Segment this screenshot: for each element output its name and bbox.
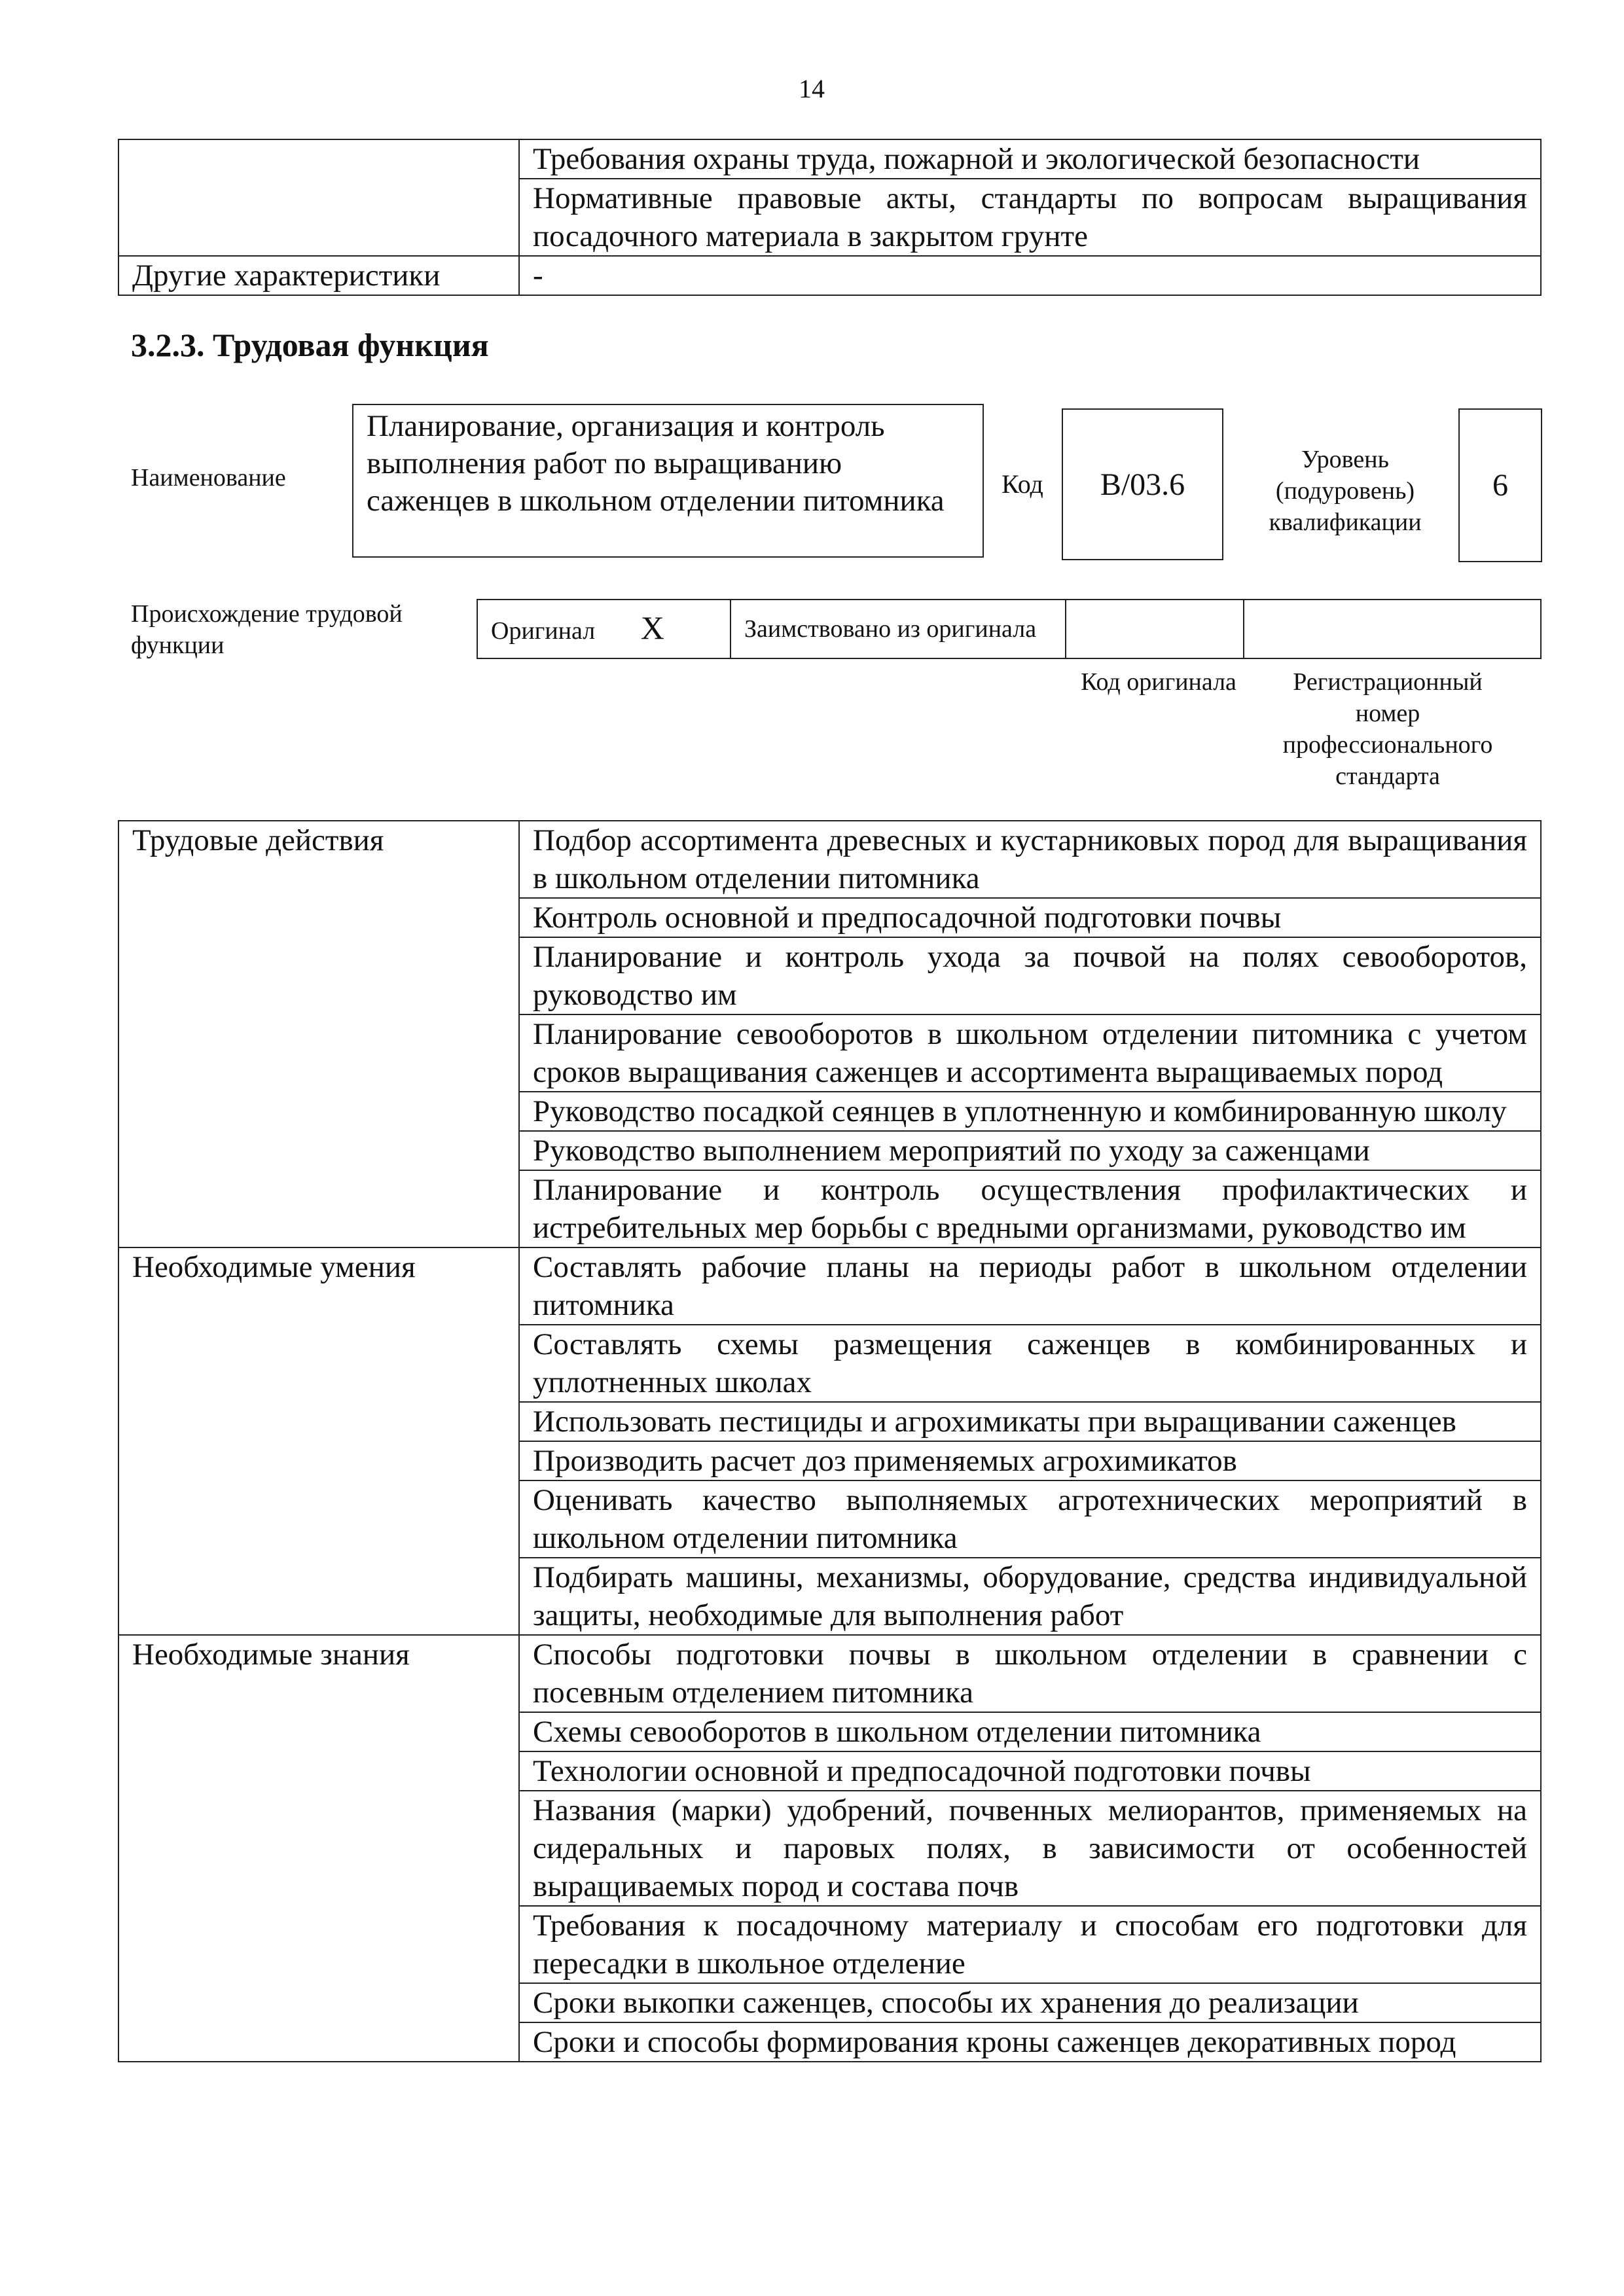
- original-label: Оригинал: [491, 617, 596, 645]
- other-characteristics-label: Другие характеристики: [118, 256, 519, 295]
- section-item: Планирование и контроль осуществления профилактических и истребительных мер борьбы с вредными организмами, руководство им: [519, 1170, 1541, 1247]
- naming-label: Наименование: [131, 464, 286, 492]
- table-row: [118, 1247, 1541, 1325]
- section-label: Необходимые знания: [118, 1635, 519, 2062]
- table-row: Нормативные правовые акты, стандарты по вопросам выращивания посадочного материала в закрытом грунте: [519, 179, 1541, 256]
- section-item: Планирование севооборотов в школьном отделении питомника с учетом сроков выращивания саженцев и ассортимента выращиваемых пород: [519, 1014, 1541, 1092]
- section-item: Сроки и способы формирования кроны саженцев декоративных пород: [519, 2022, 1541, 2062]
- page-number: 14: [799, 74, 825, 103]
- original-mark: X: [640, 609, 664, 646]
- borrowed-label: Заимствовано из оригинала: [731, 600, 1066, 658]
- original-cell: [477, 600, 731, 658]
- section-label: Необходимые умения: [118, 1247, 519, 1635]
- section-item: Использовать пестициды и агрохимикаты при выращивании саженцев: [519, 1402, 1541, 1441]
- reg-number-caption: Регистрационный номер профессионального стандарта: [1282, 668, 1493, 790]
- section-item: Составлять схемы размещения саженцев в комбинированных и уплотненных школах: [519, 1325, 1541, 1402]
- reg-number-cell: [1244, 600, 1541, 658]
- original-code-cell: [1066, 600, 1244, 658]
- section-item: Требования к посадочному материалу и способам его подготовки для пересадки в школьное отделение: [519, 1906, 1541, 1983]
- labor-function-table: [118, 820, 1542, 2062]
- other-characteristics-value: -: [519, 256, 1541, 295]
- function-name-box: Планирование, организация и контроль выполнения работ по выращиванию саженцев в школьном отделении питомника: [352, 404, 984, 558]
- section-item: Контроль основной и предпосадочной подготовки почвы: [519, 898, 1541, 937]
- origin-label: Происхождение трудовой функции: [131, 600, 403, 659]
- table-row: [118, 1635, 1541, 1712]
- section-item: Составлять рабочие планы на периоды работ в школьном отделении питомника: [519, 1247, 1541, 1325]
- code-label: Код: [1001, 469, 1043, 499]
- empty-label-cell: [118, 139, 519, 256]
- section-item: Подбирать машины, механизмы, оборудование, средства индивидуальной защиты, необходимые для выполнения работ: [519, 1558, 1541, 1635]
- section-item: Оценивать качество выполняемых агротехнических мероприятий в школьном отделении питомника: [519, 1480, 1541, 1558]
- section-item: Руководство выполнением мероприятий по уходу за саженцами: [519, 1131, 1541, 1170]
- section-item: Подбор ассортимента древесных и кустарниковых пород для выращивания в школьном отделении питомника: [519, 821, 1541, 898]
- section-item: Планирование и контроль ухода за почвой на полях севооборотов, руководство им: [519, 937, 1541, 1014]
- table-row: Требования охраны труда, пожарной и экологической безопасности: [519, 139, 1541, 179]
- level-label: Уровень (подуровень) квалификации: [1269, 446, 1422, 536]
- section-label: Трудовые действия: [118, 821, 519, 1247]
- section-item: Сроки выкопки саженцев, способы их хранения до реализации: [519, 1983, 1541, 2022]
- code-value-box: B/03.6: [1062, 408, 1223, 560]
- section-heading: 3.2.3. Трудовая функция: [131, 327, 489, 363]
- section-item: Технологии основной и предпосадочной подготовки почвы: [519, 1751, 1541, 1791]
- origin-table: [477, 599, 1542, 659]
- section-item: Схемы севооборотов в школьном отделении питомника: [519, 1712, 1541, 1751]
- section-item: Способы подготовки почвы в школьном отделении в сравнении с посевным отделением питомника: [519, 1635, 1541, 1712]
- section-item: Названия (марки) удобрений, почвенных мелиорантов, применяемых на сидеральных и паровых полях, в зависимости от особенностей выращиваемых пород и состава почв: [519, 1791, 1541, 1906]
- continuation-table: [118, 139, 1542, 296]
- level-value-box: 6: [1458, 408, 1542, 562]
- section-item: Производить расчет доз применяемых агрохимикатов: [519, 1441, 1541, 1480]
- table-row: [118, 821, 1541, 898]
- section-item: Руководство посадкой сеянцев в уплотненную и комбинированную школу: [519, 1092, 1541, 1131]
- original-code-caption: Код оригинала: [1081, 668, 1236, 696]
